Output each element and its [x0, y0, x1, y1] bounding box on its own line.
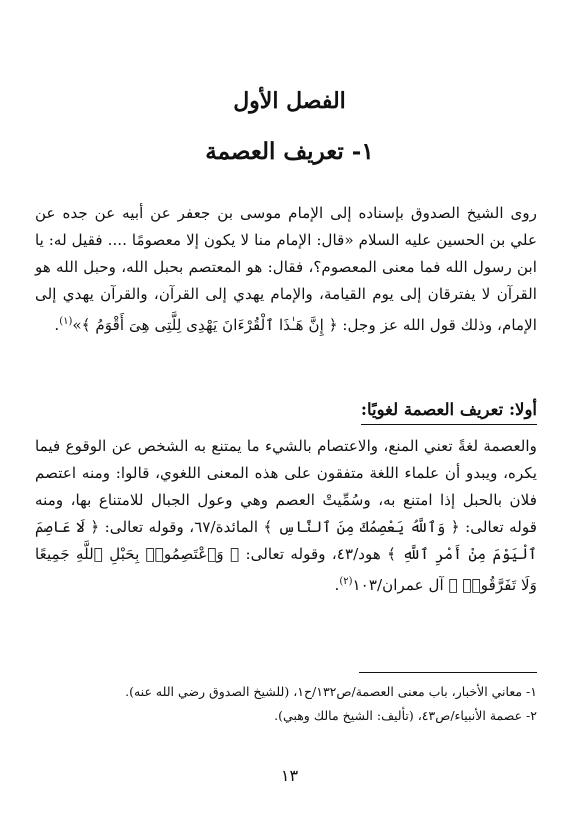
footnote-ref-2: (٢)	[339, 576, 353, 587]
section-title: ١- تعريف العصمة	[205, 138, 374, 165]
ref-maidah: المائدة/٦٧، وقوله تعالى:	[99, 518, 264, 536]
paragraph-hadith	[35, 200, 537, 339]
ref-hud: هود/٤٣، وقوله تعالى:	[239, 545, 388, 563]
quran-verse-imran: ﴿ وَٱعْتَصِمُوا۟ بِحَبْلِ ٱللَّهِ جَمِيعًا وَلَا تَفَرَّقُوا۟ ﴾	[35, 545, 537, 595]
footnote-1: ١- معاني الأخبار، باب معنى العصمة/ص١٣٢/ح١، (للشيخ الصدوق رضي الله عنه).	[125, 684, 537, 699]
paragraph-hadith-text: روى الشيخ الصدوق بإسناده إلى الإمام موسى بن جعفر عن أبيه عن جده عن علي بن الحسين عليه السلام «قال: الإمام منا لا يكون إلا معصومًا .... فقيل له: يا ابن رسول الله فما معنى المعصوم؟، فقال: هو المعتصم بحبل الله، وحبل الله هو القرآن لا يفترقان إلى يوم القيامة، والإمام يهدي إلى القرآن، والقرآن يهدي إلى الإمام، وذلك قول الله عز وجل:	[35, 204, 537, 335]
quran-verse: ﴿ إِنَّ هَـٰذَا ٱلْقُرْءَانَ يَهْدِى لِلَّتِى هِىَ أَقْوَمُ ﴾	[81, 316, 338, 335]
quran-verse-maidah: ﴿ وَٱللَّهُ يَعْصِمُكَ مِنَ ٱلنَّاسِ ﴾	[263, 518, 460, 536]
ref-imran: آل عمران/١٠٣	[352, 576, 449, 595]
quote-close: »	[72, 316, 82, 335]
paragraph-linguistic-text: والعصمة لغةً تعني المنع، والاعتصام بالشيء ما يمتنع به الشخص عن الوقوع فيما يكره، ويبدو أن علماء اللغة متفقون على هذه المعنى اللغوي، قالوا: ومنه اعتصم فلان بالحبل إذا امتنع به، وسُمِّيتْ العصم وهي وعول الجبال للامتناع بها، ومنه قوله تعالى:	[35, 437, 537, 536]
paragraph-linguistic	[35, 433, 537, 599]
period: .	[54, 316, 60, 335]
page-number: ١٣	[280, 766, 299, 785]
footnote-divider	[359, 672, 537, 673]
chapter-title: الفصل الأول	[233, 88, 346, 114]
footnote-ref-1: (١)	[59, 316, 73, 327]
footnote-2: ٢- عصمة الأنبياء/ص٤٣، (تأليف: الشيخ مالك وهبي).	[274, 708, 537, 723]
subheading-linguistic: أولا: تعريف العصمة لغويًا:	[361, 397, 537, 425]
quran-verse-hud: ﴿ لَا عَاصِمَ ٱلْيَوْمَ مِنْ أَمْرِ ٱللَّهِ ﴾	[35, 518, 537, 563]
period: .	[334, 576, 340, 595]
footnotes	[35, 680, 537, 728]
